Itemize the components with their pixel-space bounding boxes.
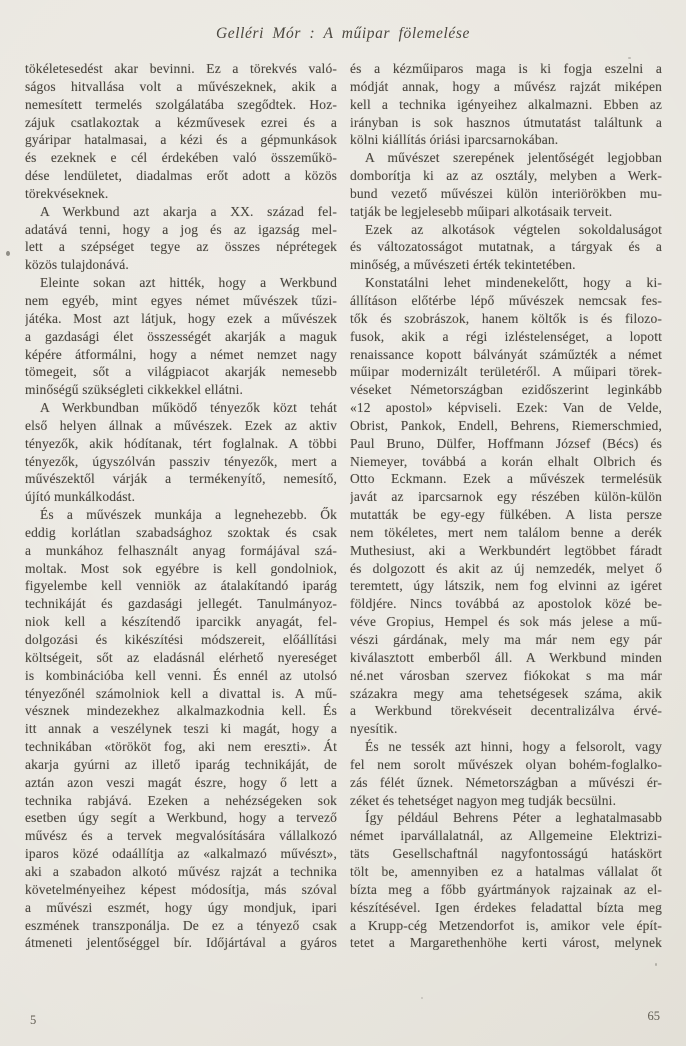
footer-page-number-left: 5 (30, 1013, 37, 1027)
text-line: täts Gesellschaftnál nagyfontosságú hatáskört (350, 846, 662, 862)
text-line: művész és a tervek megvalósítására vállalkozó (25, 828, 337, 844)
text-line: A Werkbundban működő tényezők közt tehát (40, 400, 337, 416)
text-line: tatják be legjelesebb műipari alkotásaik terveit. (350, 203, 613, 219)
text-line: irányban is sok hasznos útmutatást találtunk a (350, 114, 662, 130)
text-line: készítésével. Igen érdekes feladattal bízta meg (350, 899, 662, 915)
text-line: akarja gyúrni az illető iparág technikáját, de (25, 756, 337, 772)
footer-page-number-right: 65 (647, 1009, 660, 1023)
text-line: Muthesiust, aki a Werkbundért legtöbbet fáradt (350, 542, 662, 558)
text-line: képére átformálni, hogy a német nemzet nagy (25, 346, 337, 362)
text-line: törekvéseknek. (25, 185, 109, 201)
text-line: zéket és tehetséget nagyon meg tudják becsülni. (350, 792, 617, 808)
text-line: első helyen állnak a művészek. Ezek az aktiv (25, 417, 337, 433)
text-line: adatává tenni, hogy a jog és az igazság mel- (25, 221, 337, 237)
text-line: renaissance kopott bálványát száműzték a német (350, 346, 662, 362)
text-line: tömegeit, sőt a világpiacot akarják nemesebb (25, 364, 337, 380)
text-line: nyesítik. (350, 721, 398, 737)
text-line: figyelembe kell venniök az átalakítandó iparág (25, 578, 337, 594)
text-line: kiválasztott emberből áll. A Werkbund minden (350, 649, 662, 665)
text-line: javát az iparcsarnok egy részében külön-külön (350, 489, 662, 505)
text-line: véve Gropius, Hempel és sok más jelese a mű- (350, 614, 662, 630)
text-line: és a kézműiparos maga is ki fogja eszelni a (350, 61, 662, 76)
text-line: A Werkbund azt akarja a XX. század fel- (40, 203, 337, 219)
text-line: tényezők, úgyszólván passziv tényezők, mert a (25, 453, 337, 469)
text-line: Ezek az alkotások végtelen sokoldaluságot (365, 221, 662, 237)
text-line: vésznek mindezekhez alkalmazkodnia kell. És (25, 703, 337, 719)
text-line: zás félét űznek. Németországban a művészi ér- (350, 774, 662, 790)
text-line: zájuk csatlakoztak a kézművesek ezrei és a (25, 114, 337, 130)
text-line: esetben úgy segít a Werkbund, hogy a tervező (25, 810, 337, 826)
text-line: né.net városban szervez fiókokat s ma már (350, 667, 662, 683)
text-line: játéka. Most azt látjuk, hogy ezek a művészek (25, 310, 337, 326)
column-left (25, 60, 337, 952)
text-line: kell a technika igényeihez alkalmazni. Ebben az (350, 96, 662, 112)
text-line: tők és szobrászok, hanem költők is és filozo- (350, 310, 662, 326)
text-line: lett a szépséget tegye az összes néprétegek (25, 239, 337, 255)
scan-speckle (628, 57, 631, 59)
text-line: a művészi eszmét, hogy úgy mondjuk, ipari (25, 899, 337, 915)
text-line: nem tökéletes, mert nem találom benne a derék (350, 524, 662, 540)
text-line: minőségű szükségleti cikkekkel ellátni. (25, 382, 244, 398)
text-line: a gazdasági élet összességét akarják a maguk (25, 328, 337, 344)
text-line: követelményeihez képest módosítja, más szóval (25, 881, 337, 897)
text-line: művészektől várják a termékenyítő, nemesítő, (25, 471, 337, 487)
text-line: És a művészek munkája a legnehezebb. Ők (40, 507, 337, 523)
text-line: bund vezető művészei külön interiörökben mu- (350, 185, 662, 201)
text-line: százakra megy ama tehetségesek száma, akik (350, 685, 662, 701)
text-line: tényezőnél számolniok kell a divattal is. A mű- (25, 685, 337, 701)
text-line: Niemeyer, továbbá a korán elhalt Olbrich és (350, 453, 662, 469)
text-line: a Werkbund törekvéseit decentralizálva érvé- (350, 703, 662, 719)
text-line: Eleinte sokan azt hitték, hogy a Werkbund (40, 275, 337, 291)
text-line: dolgozási és kikészítési módszereit, előállítási (25, 632, 337, 647)
text-line: dése lendületet, diadalmas erőt adott a közös (25, 168, 337, 184)
text-line: moltak. Most sok egyébre is kell gondolniok, (25, 560, 337, 576)
text-line: Obrist, Pankok, Endell, Behrens, Riemerschmied, (350, 417, 662, 433)
text-line: a munkához felhasznált anyag formájával szá- (25, 542, 337, 558)
text-line: földjére. Nincs továbbá az apostolok közé be- (350, 596, 662, 612)
text-line: Otto Eckmann. Ezek a művészek termelésük (350, 471, 662, 487)
text-line: minőség, a művészeti érték tekintetében. (350, 257, 576, 273)
text-line: a Krupp-cég Metzendorfot is, amikor vele épít- (350, 917, 662, 933)
text-line: tökéletesedést akar bevinni. Ez a törekvés való- (25, 61, 337, 76)
text-line: kölni kiállítás óriási iparcsarnokában. (350, 132, 559, 148)
scan-speckle (6, 251, 10, 256)
text-line: itt annak a veszélynek teszi ki magát, hogy a (25, 721, 337, 737)
text-line: tölt be, amennyiben ez a hatalmas vállalat őt (350, 863, 662, 879)
text-line: És ne tessék azt hinni, hogy a felsorolt, vagy (365, 739, 662, 755)
text-line: «12 apostol» képviseli. Ezek: Van de Velde, (350, 400, 662, 416)
text-line: niok kell a készítendő iparcikk anyagát, fel- (25, 614, 337, 630)
text-line: fel nem sorolt művészek olyan bohém-foglalko- (350, 756, 662, 772)
text-line: tényezők, akik hódítanak, tért foglalnak. A többi (25, 435, 337, 451)
scan-speckle (421, 997, 423, 999)
text-line: közös tulajdonává. (25, 257, 129, 273)
text-line: ságos hitvallása volt a művészeknek, akik a (25, 78, 337, 94)
text-line: bízta meg a főbb gyártmányok rajzainak az el- (350, 881, 662, 897)
text-line: is kombinációba kell venni. És ennél az utolsó (25, 667, 337, 683)
text-line: módját annak, hogy a művész rajzát miképen (350, 78, 662, 94)
text-line: tetet a Margarethenhöhe kerti várost, melynek (350, 935, 662, 951)
text-line: gyáripar hatalmasai, a kézi és a gépmunkások (25, 132, 337, 148)
text-line: nem egyéb, mint egyes német művészek tűzi- (25, 292, 337, 308)
text-line: vészi gárdának, mely ma már nem egy pár (350, 632, 662, 647)
text-line: újító munkálkodást. (25, 489, 136, 505)
text-line: domborítja ki az az osztály, melyben a Werk- (350, 168, 662, 184)
text-line: német iparvállalatnál, az Allgemeine Elektrizi- (350, 828, 662, 844)
text-line: A művészet szerepének jelentőségét legjobban (365, 150, 662, 166)
text-line: Így például Behrens Péter a leghatalmasabb (365, 810, 662, 826)
text-line: Paul Bruno, Dülfer, Hoffmann József (Bécs) és (350, 435, 662, 451)
text-line: és változatosságot mutatnak, a tárgyak és a (350, 239, 662, 255)
text-line: technikában «törököt fog, aki nem ereszti». Át (25, 739, 337, 755)
page-header-title: Gelléri Mór : A műipar fölemelése (215, 25, 471, 42)
text-line: és dolgozott és akit az új nemzedék, melyet ő (350, 560, 662, 576)
text-line: állításon előtérbe lépő művészek nemcsak fes- (350, 292, 662, 308)
text-line: véseket Németországban ezidőszerint leginkább (350, 382, 662, 398)
text-line: fusok, akik a régi izléstelenséget, a lopott (350, 328, 662, 344)
text-line: átmeneti jelentőséggel bír. Időjártával a gyáros (25, 935, 337, 951)
text-line: Konstatálni lehet mindenekelőtt, hogy a ki- (365, 275, 662, 291)
text-line: és ezeknek e cél érdekében való összeműkö- (25, 150, 337, 166)
text-line: aztán azon veszi magát észre, hogy ő lett a (25, 774, 337, 790)
text-line: költségeit, sőt az eladásnál elérhető nyereséget (25, 649, 337, 665)
text-line: technika rabjává. Ezeken a nehézségeken sok (25, 792, 337, 808)
text-line: iparos közé odaállítja az «alkalmazó művészt», (25, 846, 337, 862)
text-line: nemesített termelés szolgálatába szegődtek. Hoz- (25, 96, 337, 112)
text-columns (25, 60, 662, 952)
text-line: technikáját és gazdasági jellegét. Tanulmányoz- (25, 596, 337, 612)
column-right (350, 60, 662, 952)
text-line: eszmének transzponálja. De ez a tényező csak (25, 917, 337, 933)
scan-speckle (655, 963, 657, 966)
text-line: aki a szabadon alkotó művész rajzát a technika (25, 863, 337, 879)
text-line: teremtett, úgy látszik, nem fog elvinni az igéret (350, 578, 662, 594)
text-line: eddig korlátlan szabadsághoz szoktak és csak (25, 524, 337, 540)
text-line: mutatták be egy-egy fülkében. A lista persze (350, 507, 662, 523)
text-line: műipar modernizált területéről. A műipari törek- (350, 364, 662, 380)
